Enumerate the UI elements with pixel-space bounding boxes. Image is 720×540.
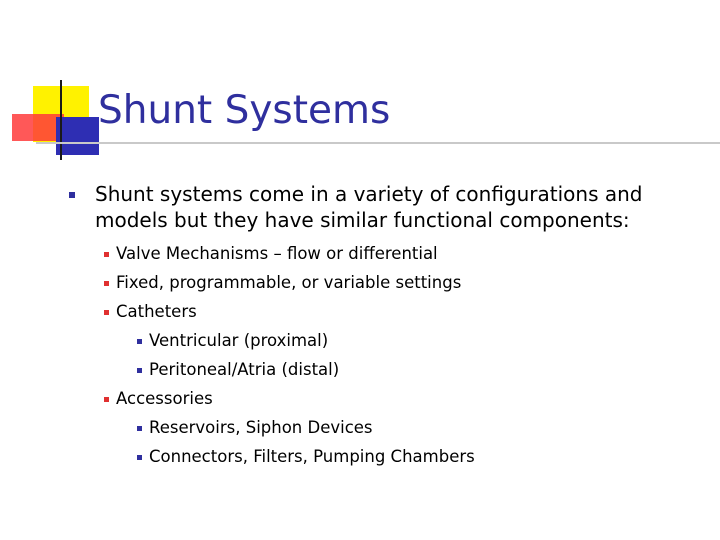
blue-square-decoration (56, 117, 99, 155)
slide-title: Shunt Systems (98, 88, 391, 133)
bullet-square-icon (137, 339, 142, 344)
bullet-square-icon (69, 192, 75, 198)
bullet-square-icon (104, 310, 109, 315)
bullet-list (69, 181, 669, 471)
list-item (128, 442, 669, 471)
bullet-square-icon (104, 281, 109, 286)
list-item (95, 268, 669, 297)
bullet-text: Catheters (116, 302, 197, 321)
vertical-rule-decoration (60, 80, 62, 160)
bullet-text: Ventricular (proximal) (149, 331, 329, 350)
list-item (128, 355, 669, 384)
list-item (95, 384, 669, 471)
bullet-text: Shunt systems come in a variety of configurations and models but they have similar functional components: (95, 182, 643, 232)
sub-sub-bullet-list (116, 326, 669, 384)
bullet-text: Accessories (116, 389, 213, 408)
bullet-square-icon (137, 455, 142, 460)
bullet-square-icon (137, 368, 142, 373)
bullet-text: Fixed, programmable, or variable settings (116, 273, 462, 292)
list-item (128, 413, 669, 442)
bullet-text: Peritoneal/Atria (distal) (149, 360, 340, 379)
sub-bullet-list (95, 239, 669, 471)
bullet-text: Reservoirs, Siphon Devices (149, 418, 373, 437)
bullet-square-icon (137, 426, 142, 431)
list-item (69, 181, 669, 471)
sub-sub-bullet-list (116, 413, 669, 471)
list-item (95, 297, 669, 384)
list-item (95, 239, 669, 268)
bullet-square-icon (104, 397, 109, 402)
bullet-text: Valve Mechanisms – flow or differential (116, 244, 438, 263)
bullet-square-icon (104, 252, 109, 257)
title-underline (36, 142, 720, 144)
list-item (128, 326, 669, 355)
bullet-text: Connectors, Filters, Pumping Chambers (149, 447, 475, 466)
